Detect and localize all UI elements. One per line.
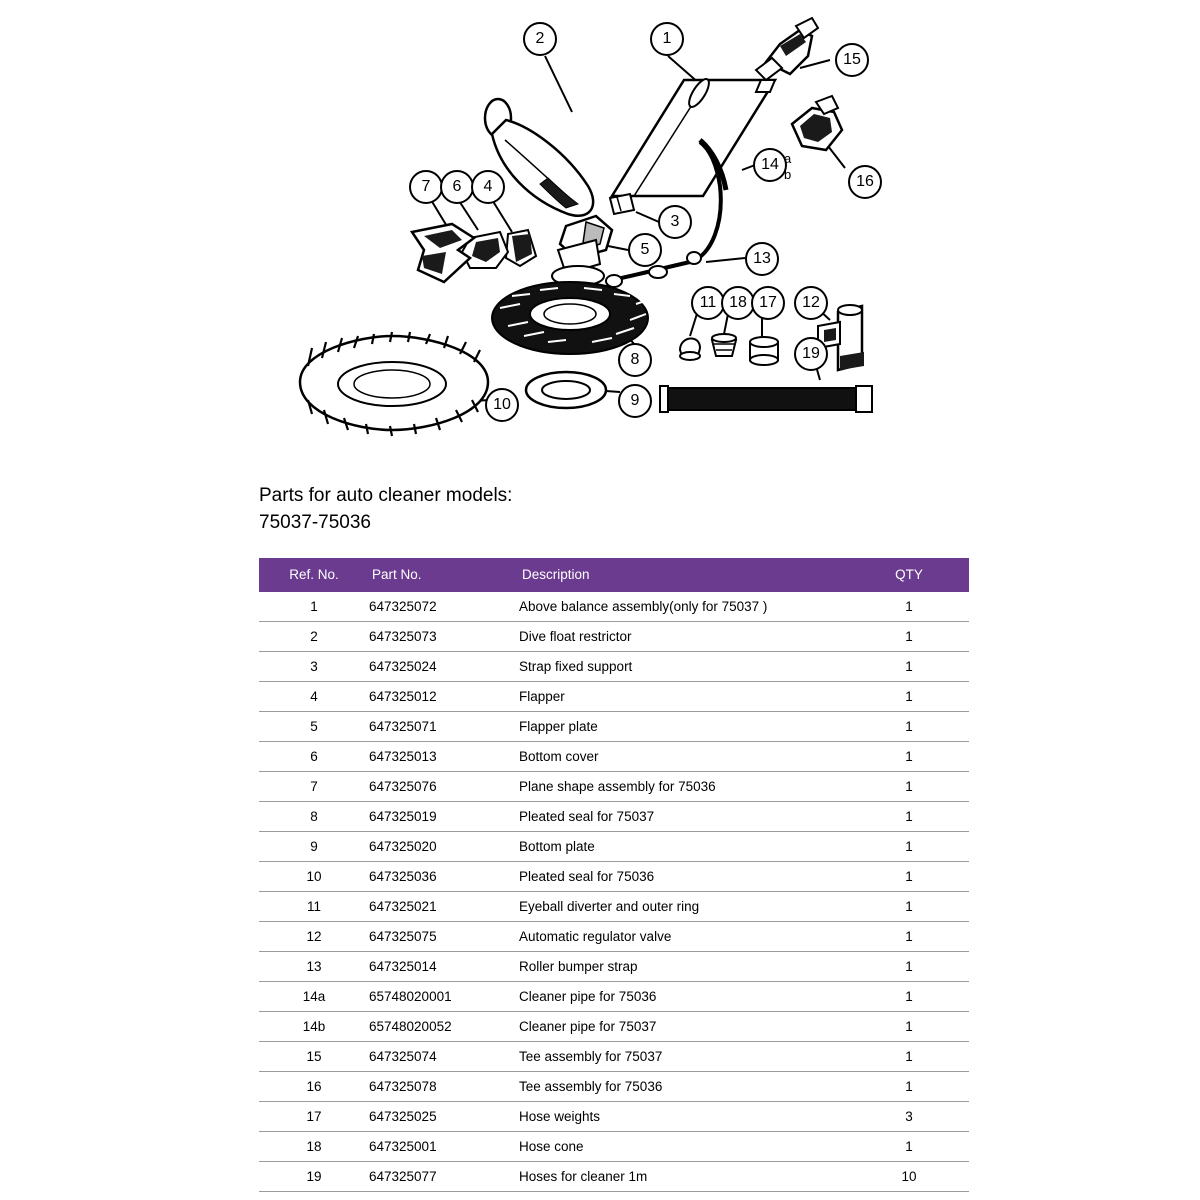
cell-ref-no: 3 (259, 652, 369, 682)
cell-qty: 1 (849, 832, 969, 862)
cell-qty: 1 (849, 772, 969, 802)
table-row (259, 682, 969, 712)
cell-qty: 10 (849, 1162, 969, 1192)
table-row (259, 832, 969, 862)
cell-ref-no: 8 (259, 802, 369, 832)
cell-part-no: 647325014 (369, 952, 519, 982)
cell-qty: 1 (849, 862, 969, 892)
title-line-1: Parts for auto cleaner models: (259, 485, 513, 506)
callout-6: 6 (440, 170, 474, 204)
table-row (259, 592, 969, 622)
cell-part-no: 647325071 (369, 712, 519, 742)
cell-ref-no: 7 (259, 772, 369, 802)
cell-ref-no: 10 (259, 862, 369, 892)
cell-ref-no: 19 (259, 1162, 369, 1192)
callout-14b-sublabel: b (784, 167, 792, 182)
table-row (259, 1042, 969, 1072)
cell-description: Tee assembly for 75036 (519, 1072, 849, 1102)
cell-ref-no: 1 (259, 592, 369, 622)
part-9-bottom-plate (526, 372, 606, 408)
callout-3: 3 (658, 205, 692, 239)
cell-description: Hoses for cleaner 1m (519, 1162, 849, 1192)
callout-1: 1 (650, 22, 684, 56)
cell-part-no: 647325077 (369, 1162, 519, 1192)
cell-qty: 1 (849, 982, 969, 1012)
cell-description: Plane shape assembly for 75036 (519, 772, 849, 802)
cell-qty: 1 (849, 682, 969, 712)
cell-qty: 1 (849, 952, 969, 982)
exploded-parts-diagram (0, 0, 1200, 460)
cell-qty: 1 (849, 922, 969, 952)
callout-13: 13 (745, 242, 779, 276)
table-row (259, 1072, 969, 1102)
part-7-plane-shape-assembly (412, 224, 474, 282)
part-11-eyeball-diverter (680, 338, 700, 360)
cell-description: Cleaner pipe for 75037 (519, 1012, 849, 1042)
cell-qty: 1 (849, 742, 969, 772)
table-row (259, 772, 969, 802)
cell-part-no: 647325072 (369, 592, 519, 622)
column-header-description: Description (519, 558, 849, 592)
table-row (259, 892, 969, 922)
callout-2: 2 (523, 22, 557, 56)
cell-ref-no: 15 (259, 1042, 369, 1072)
cell-description: Cleaner pipe for 75036 (519, 982, 849, 1012)
table-row (259, 1012, 969, 1042)
callout-10: 10 (485, 388, 519, 422)
part-10-pleated-seal-75036 (300, 332, 488, 436)
parts-table (259, 558, 969, 1192)
cell-ref-no: 9 (259, 832, 369, 862)
cell-ref-no: 14a (259, 982, 369, 1012)
leader-13 (706, 258, 745, 262)
cell-part-no: 65748020001 (369, 982, 519, 1012)
callout-14: 14 (753, 148, 787, 182)
part-3-strap-fixed-support (610, 194, 634, 214)
cell-description: Bottom cover (519, 742, 849, 772)
cell-description: Bottom plate (519, 832, 849, 862)
table-row (259, 982, 969, 1012)
table-row (259, 922, 969, 952)
leader-5 (608, 246, 628, 250)
cell-description: Flapper plate (519, 712, 849, 742)
cell-ref-no: 5 (259, 712, 369, 742)
cell-part-no: 647325074 (369, 1042, 519, 1072)
cell-description: Tee assembly for 75037 (519, 1042, 849, 1072)
part-8-pleated-seal-75037 (492, 282, 648, 354)
callout-5: 5 (628, 233, 662, 267)
cell-part-no: 647325036 (369, 862, 519, 892)
cell-part-no: 647325019 (369, 802, 519, 832)
callout-12: 12 (794, 286, 828, 320)
callout-15: 15 (835, 43, 869, 77)
cell-part-no: 647325001 (369, 1132, 519, 1162)
cell-part-no: 65748020052 (369, 1012, 519, 1042)
table-header-row (259, 558, 969, 592)
cell-description: Above balance assembly(only for 75037 ) (519, 592, 849, 622)
column-header-part: Part No. (369, 558, 519, 592)
cell-description: Automatic regulator valve (519, 922, 849, 952)
column-header-qty: QTY (849, 558, 969, 592)
cell-description: Flapper (519, 682, 849, 712)
cell-qty: 1 (849, 1132, 969, 1162)
cell-ref-no: 13 (259, 952, 369, 982)
cell-description: Strap fixed support (519, 652, 849, 682)
part-16-tee-assembly-75036 (792, 96, 842, 150)
cell-qty: 1 (849, 652, 969, 682)
column-header-ref: Ref. No. (259, 558, 369, 592)
part-18-hose-cone (712, 334, 736, 356)
parts-table-body (259, 592, 969, 1192)
cell-description: Eyeball diverter and outer ring (519, 892, 849, 922)
table-row (259, 1162, 969, 1192)
part-4-flapper (506, 230, 536, 266)
part-5-flapper-plate (552, 216, 612, 286)
callout-9: 9 (618, 384, 652, 418)
table-row (259, 742, 969, 772)
cell-part-no: 647325024 (369, 652, 519, 682)
cell-qty: 1 (849, 1042, 969, 1072)
part-15-tee-assembly-75037 (756, 18, 818, 80)
part-1-balance-assembly (612, 76, 775, 196)
cell-description: Hose cone (519, 1132, 849, 1162)
cell-ref-no: 4 (259, 682, 369, 712)
table-row (259, 802, 969, 832)
callout-16: 16 (848, 165, 882, 199)
cell-qty: 1 (849, 1012, 969, 1042)
table-row (259, 1132, 969, 1162)
cell-part-no: 647325012 (369, 682, 519, 712)
callout-7: 7 (409, 170, 443, 204)
cell-description: Pleated seal for 75036 (519, 862, 849, 892)
callout-11: 11 (691, 286, 725, 320)
callout-4: 4 (471, 170, 505, 204)
part-2-dive-float-restrictor (485, 99, 593, 216)
table-row (259, 622, 969, 652)
cell-ref-no: 6 (259, 742, 369, 772)
cell-qty: 3 (849, 1102, 969, 1132)
title-line-2: 75037-75036 (259, 512, 371, 533)
cell-part-no: 647325020 (369, 832, 519, 862)
callout-14a-sublabel: a (784, 151, 792, 166)
cell-ref-no: 16 (259, 1072, 369, 1102)
cell-description: Dive float restrictor (519, 622, 849, 652)
cell-description: Roller bumper strap (519, 952, 849, 982)
parts-table-header (259, 558, 969, 592)
cell-ref-no: 18 (259, 1132, 369, 1162)
callout-8: 8 (618, 343, 652, 377)
cell-part-no: 647325013 (369, 742, 519, 772)
part-19-hose (660, 386, 872, 412)
leader-16 (828, 146, 845, 168)
table-row (259, 1102, 969, 1132)
cell-qty: 1 (849, 1072, 969, 1102)
cell-ref-no: 2 (259, 622, 369, 652)
cell-qty: 1 (849, 622, 969, 652)
leader-3 (636, 212, 659, 222)
cell-qty: 1 (849, 712, 969, 742)
table-row (259, 862, 969, 892)
cell-part-no: 647325073 (369, 622, 519, 652)
cell-part-no: 647325075 (369, 922, 519, 952)
table-row (259, 712, 969, 742)
cell-part-no: 647325025 (369, 1102, 519, 1132)
cell-qty: 1 (849, 892, 969, 922)
callout-18: 18 (721, 286, 755, 320)
cell-description: Pleated seal for 75037 (519, 802, 849, 832)
leader-2 (545, 56, 572, 112)
table-row (259, 952, 969, 982)
part-17-hose-weight (750, 337, 778, 365)
callout-17: 17 (751, 286, 785, 320)
cell-ref-no: 12 (259, 922, 369, 952)
cell-ref-no: 14b (259, 1012, 369, 1042)
cell-part-no: 647325021 (369, 892, 519, 922)
cell-part-no: 647325076 (369, 772, 519, 802)
cell-qty: 1 (849, 592, 969, 622)
cell-qty: 1 (849, 802, 969, 832)
callout-19: 19 (794, 337, 828, 371)
cell-description: Hose weights (519, 1102, 849, 1132)
cell-part-no: 647325078 (369, 1072, 519, 1102)
diagram-artwork (0, 0, 1200, 460)
table-row (259, 652, 969, 682)
page-title (259, 482, 879, 536)
cell-ref-no: 17 (259, 1102, 369, 1132)
cell-ref-no: 11 (259, 892, 369, 922)
